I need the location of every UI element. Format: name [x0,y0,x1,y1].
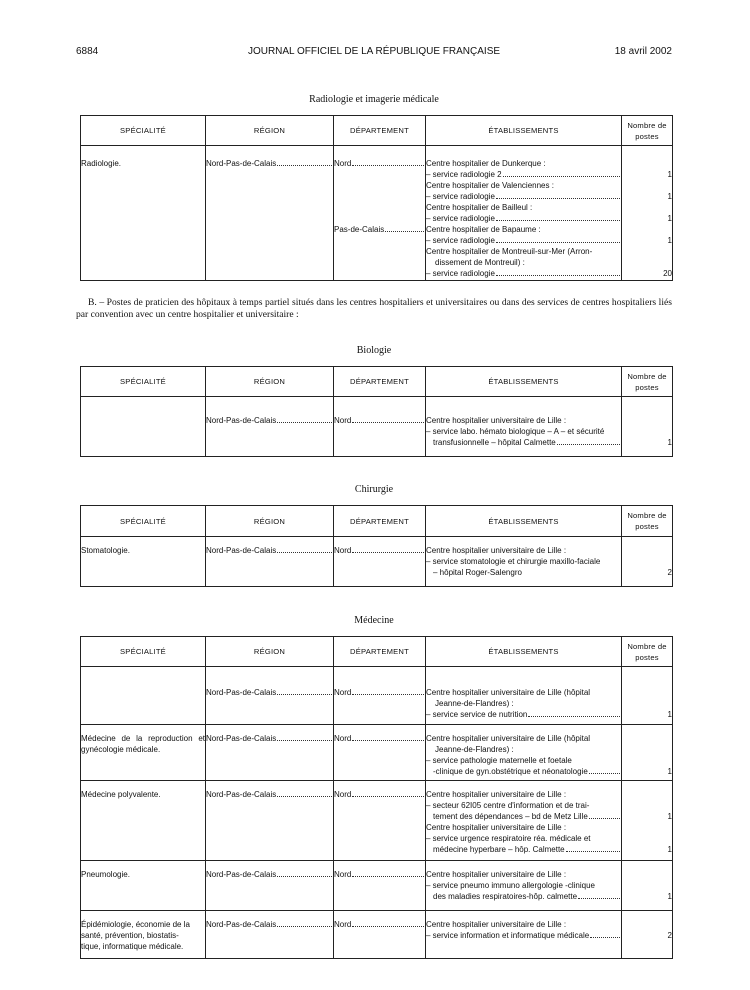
cell-departement: Nord [334,911,426,959]
cell-specialite [81,397,206,457]
table-header-row [81,637,673,667]
cell-etablissements: Centre hospitalier universitaire de Lille (hôpital Jeanne-de-Flandres) : – service service de nutrition [426,667,622,725]
header-departement: DÉPARTEMENT [334,116,426,146]
cell-departement: Nord [334,397,426,457]
cell-specialite: Épidémiologie, économie de la santé, prévention, biostatis- tique, informatique médicale. [81,911,206,959]
cell-specialite: Médecine polyvalente. [81,781,206,861]
header-region: RÉGION [206,116,334,146]
table-row [81,861,673,911]
cell-etablissements: Centre hospitalier de Dunkerque : – service radiologie 2 Centre hospitalier de Valenciennes : – service radiologie Centre hospitalier de Bailleul : – service radiologie Centre hospitalier de Bapaume : – service radiologie Centre hospitalier de Montreuil-sur-Mer (Arron- dissement de Montreuil) : – service radiologie [426,146,622,281]
header-nombre-postes: Nombre de postes [622,367,673,397]
cell-specialite: Stomatologie. [81,537,206,587]
table-row [81,911,673,959]
table-row [81,667,673,725]
cell-specialite [81,667,206,725]
cell-specialite: Médecine de la reproduction et gynécologie médicale. [81,725,206,781]
cell-region: Nord-Pas-de-Calais [206,146,334,281]
header-departement: DÉPARTEMENT [334,637,426,667]
header-departement: DÉPARTEMENT [334,506,426,537]
section-title-biologie: Biologie [356,345,392,356]
cell-region: Nord-Pas-de-Calais [206,781,334,861]
cell-nombre: 2 [622,911,673,959]
table-medecine [80,636,673,959]
header-nombre-postes: Nombre de postes [622,637,673,667]
header-etablissements: ÉTABLISSEMENTS [426,637,622,667]
page-number: 6884 [76,46,99,57]
cell-nombre: 1 [622,725,673,781]
header-nombre-postes: Nombre de postes [622,116,673,146]
cell-region: Nord-Pas-de-Calais [206,537,334,587]
cell-departement: Nord [334,725,426,781]
cell-etablissements: Centre hospitalier universitaire de Lille : – service pneumo immuno allergologie -clinique des maladies respiratoires-hôp. calmette [426,861,622,911]
cell-region: Nord-Pas-de-Calais [206,861,334,911]
cell-etablissements: Centre hospitalier universitaire de Lille : – secteur 62I05 centre d'information et de trai- tement des dépendances – bd de Metz Lille Centre hospitalier universitaire de Lille : – service urgence respiratoire réa. médicale et médecine hyperbare – hôp. Calmette [426,781,622,861]
table-radiologie [80,115,673,281]
section-title-radiologie: Radiologie et imagerie médicale [309,94,439,105]
journal-title: JOURNAL OFFICIEL DE LA RÉPUBLIQUE FRANÇAISE [247,46,501,57]
cell-nombre: 1 [622,667,673,725]
cell-nombre: 1 1 [622,781,673,861]
paragraph-b: B. – Postes de praticien des hôpitaux à temps partiel situés dans les centres hospitaliers et universitaires ou dans des services de centres hospitaliers liés par convention avec un centre hospitalier et universitaire : [76,297,672,320]
cell-nombre: 2 [622,537,673,587]
header-departement: DÉPARTEMENT [334,367,426,397]
cell-departement: Nord [334,781,426,861]
table-row [81,537,673,587]
cell-etablissements: Centre hospitalier universitaire de Lille (hôpital Jeanne-de-Flandres) : – service pathologie maternelle et foetale -clinique de gyn.obstétrique et néonatologie [426,725,622,781]
cell-departement: Nord Pas-de-Calais [334,146,426,281]
cell-departement: Nord [334,667,426,725]
cell-etablissements: Centre hospitalier universitaire de Lille : – service labo. hémato biologique – A – et sécurité transfusionnelle – hôpital Calmette [426,397,622,457]
cell-nombre: 1 [622,397,673,457]
header-region: RÉGION [206,637,334,667]
table-row [81,397,673,457]
cell-region: Nord-Pas-de-Calais [206,911,334,959]
header-nombre-postes: Nombre de postes [622,506,673,537]
header-specialite: SPÉCIALITÉ [81,506,206,537]
cell-etablissements: Centre hospitalier universitaire de Lille : – service information et informatique médicale [426,911,622,959]
header-etablissements: ÉTABLISSEMENTS [426,367,622,397]
header-etablissements: ÉTABLISSEMENTS [426,506,622,537]
cell-specialite: Radiologie. [81,146,206,281]
cell-region: Nord-Pas-de-Calais [206,667,334,725]
table-biologie [80,366,673,457]
section-title-medecine: Médecine [354,615,394,626]
header-specialite: SPÉCIALITÉ [81,637,206,667]
table-row [81,781,673,861]
header-region: RÉGION [206,506,334,537]
cell-nombre: 1 1 1 1 20 [622,146,673,281]
table-header-row [81,367,673,397]
cell-specialite: Pneumologie. [81,861,206,911]
section-title-chirurgie: Chirurgie [354,484,394,495]
table-row [81,725,673,781]
table-chirurgie [80,505,673,587]
cell-nombre: 1 [622,861,673,911]
cell-departement: Nord [334,537,426,587]
running-header [76,46,672,60]
header-etablissements: ÉTABLISSEMENTS [426,116,622,146]
cell-etablissements: Centre hospitalier universitaire de Lille : – service stomatologie et chirurgie maxillo-faciale – hôpital Roger-Salengro [426,537,622,587]
publication-date: 18 avril 2002 [614,46,672,57]
header-region: RÉGION [206,367,334,397]
table-row [81,146,673,281]
table-header-row [81,506,673,537]
header-specialite: SPÉCIALITÉ [81,116,206,146]
table-header-row [81,116,673,146]
cell-region: Nord-Pas-de-Calais [206,397,334,457]
header-specialite: SPÉCIALITÉ [81,367,206,397]
cell-departement: Nord [334,861,426,911]
cell-region: Nord-Pas-de-Calais [206,725,334,781]
